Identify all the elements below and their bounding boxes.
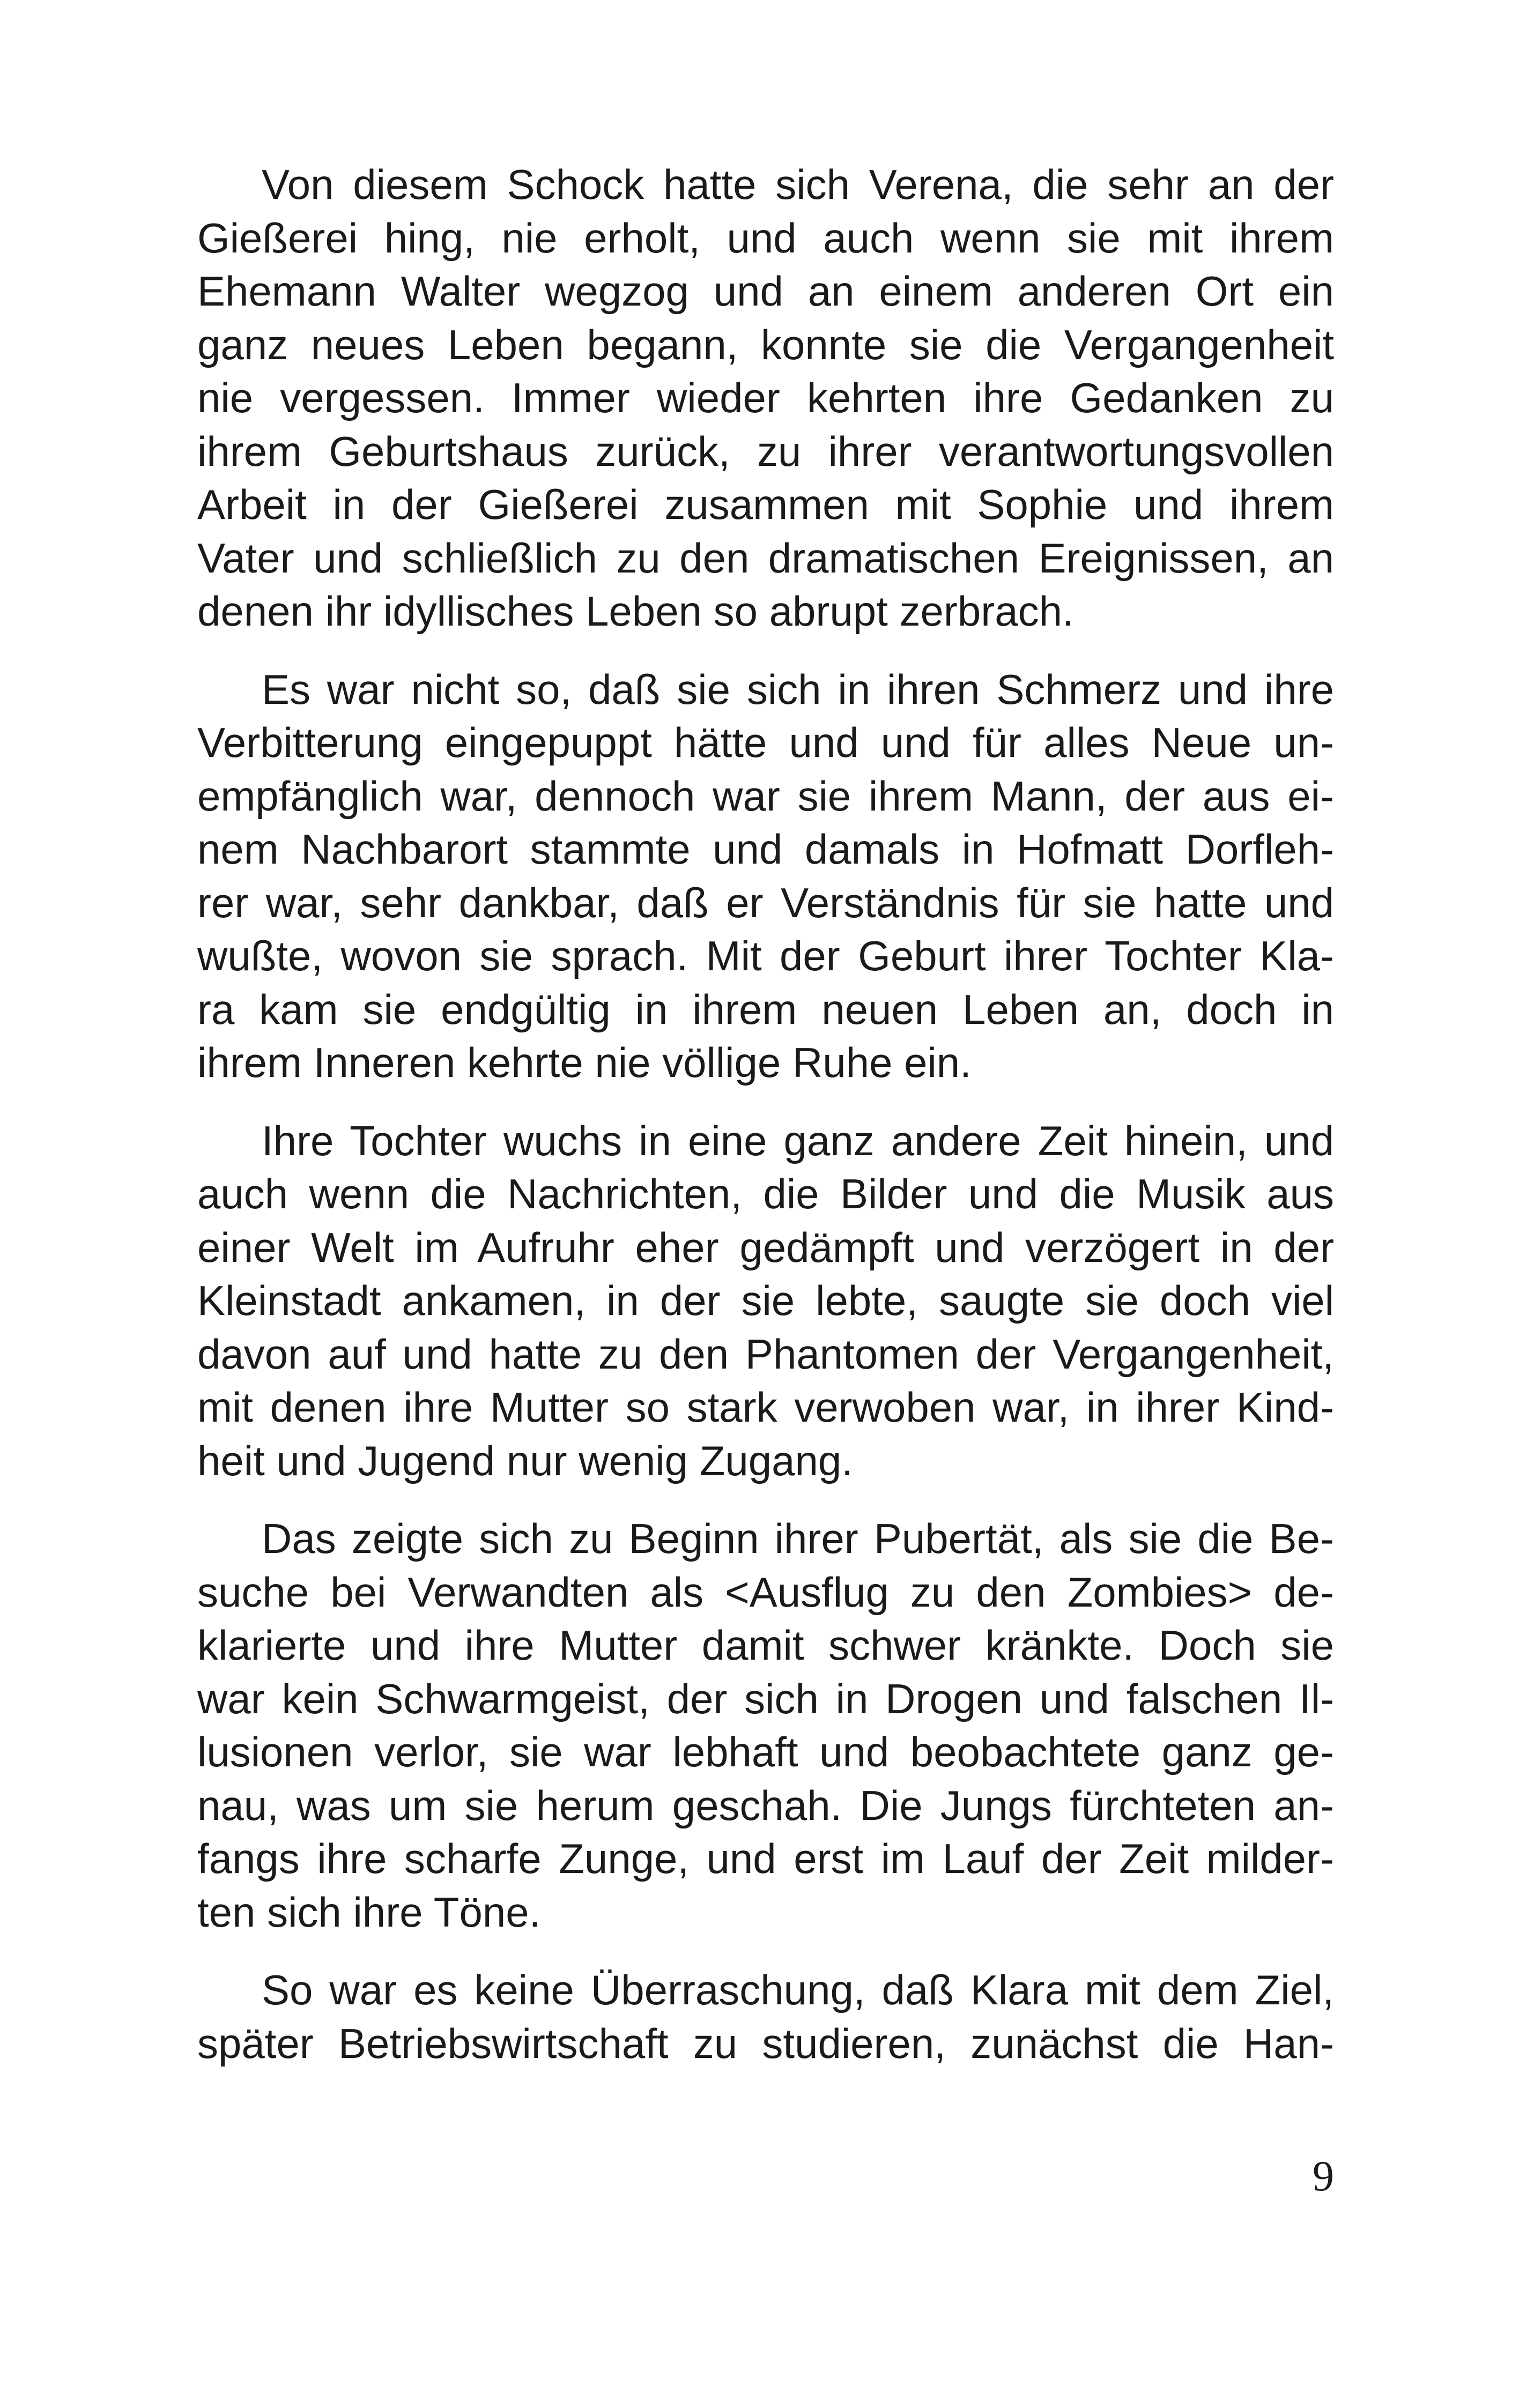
text-line: lusionen verlor, sie war lebhaft und beobachtete ganz ge- <box>197 1728 1334 1775</box>
text-line: nie vergessen. Immer wieder kehrten ihre Gedanken zu <box>197 374 1334 421</box>
text-line: Arbeit in der Gießerei zusammen mit Sophie und ihrem <box>197 481 1334 528</box>
text-line: ihrem Geburtshaus zurück, zu ihrer verantwortungsvollen <box>197 427 1334 475</box>
text-line: nau, was um sie herum geschah. Die Jungs fürchteten an- <box>197 1781 1334 1829</box>
text-line: Verbitterung eingepuppt hätte und und für alles Neue un- <box>197 719 1334 766</box>
text-line: rer war, sehr dankbar, daß er Verständnis für sie hatte und <box>197 879 1334 926</box>
text-line: auch wenn die Nachrichten, die Bilder und die Musik aus <box>197 1170 1334 1217</box>
text-line: suche bei Verwandten als <Ausflug zu den Zombies> de- <box>197 1568 1334 1616</box>
text-line: wußte, wovon sie sprach. Mit der Geburt ihrer Tochter Kla- <box>197 932 1334 979</box>
page-number: 9 <box>1313 2153 1334 2200</box>
text-line: nem Nachbarort stammte und damals in Hofmatt Dorfleh- <box>197 826 1334 873</box>
paragraph-5 <box>197 1964 1334 2070</box>
text-line: Gießerei hing, nie erholt, und auch wenn sie mit ihrem <box>197 214 1334 262</box>
text-line: fangs ihre scharfe Zunge, und erst im Lauf der Zeit milder- <box>197 1835 1334 1882</box>
text-line: mit denen ihre Mutter so stark verwoben war, in ihrer Kind- <box>197 1384 1334 1431</box>
text-line: empfänglich war, dennoch war sie ihrem Mann, der aus ei- <box>197 772 1334 820</box>
text-line: Kleinstadt ankamen, in der sie lebte, saugte sie doch viel <box>197 1277 1334 1324</box>
text-line: ihrem Inneren kehrte nie völlige Ruhe ein. <box>197 1039 972 1086</box>
text-line: Von diesem Schock hatte sich Verena, die sehr an der <box>262 161 1334 208</box>
text-line: später Betriebswirtschaft zu studieren, zunächst die Han- <box>197 2019 1334 2067</box>
text-line: heit und Jugend nur wenig Zugang. <box>197 1437 853 1484</box>
text-line: So war es keine Überraschung, daß Klara mit dem Ziel, <box>262 1966 1334 2013</box>
text-line: ra kam sie endgültig in ihrem neuen Leben an, doch in <box>197 985 1334 1033</box>
text-line: Vater und schließlich zu den dramatischen Ereignissen, an <box>197 534 1334 582</box>
text-line: ganz neues Leben begann, konnte sie die Vergangenheit <box>197 321 1334 368</box>
body-text <box>197 158 1334 2095</box>
paragraph-1 <box>197 158 1334 638</box>
text-line: war kein Schwarmgeist, der sich in Drogen und falschen Il- <box>197 1675 1334 1722</box>
text-line: klarierte und ihre Mutter damit schwer kränkte. Doch sie <box>197 1622 1334 1669</box>
text-line: davon auf und hatte zu den Phantomen der Vergangenheit, <box>197 1330 1334 1378</box>
paragraph-3 <box>197 1114 1334 1488</box>
text-line: Ihre Tochter wuchs in eine ganz andere Zeit hinein, und <box>262 1117 1334 1164</box>
paragraph-2 <box>197 663 1334 1090</box>
text-line: ten sich ihre Töne. <box>197 1888 541 1936</box>
text-line: Ehemann Walter wegzog und an einem anderen Ort ein <box>197 267 1334 315</box>
paragraph-4 <box>197 1512 1334 1939</box>
text-line: denen ihr idyllisches Leben so abrupt zerbrach. <box>197 588 1074 635</box>
text-line: Es war nicht so, daß sie sich in ihren Schmerz und ihre <box>262 665 1334 713</box>
text-line: einer Welt im Aufruhr eher gedämpft und verzögert in der <box>197 1223 1334 1271</box>
text-line: Das zeigte sich zu Beginn ihrer Pubertät, als sie die Be- <box>262 1515 1334 1562</box>
